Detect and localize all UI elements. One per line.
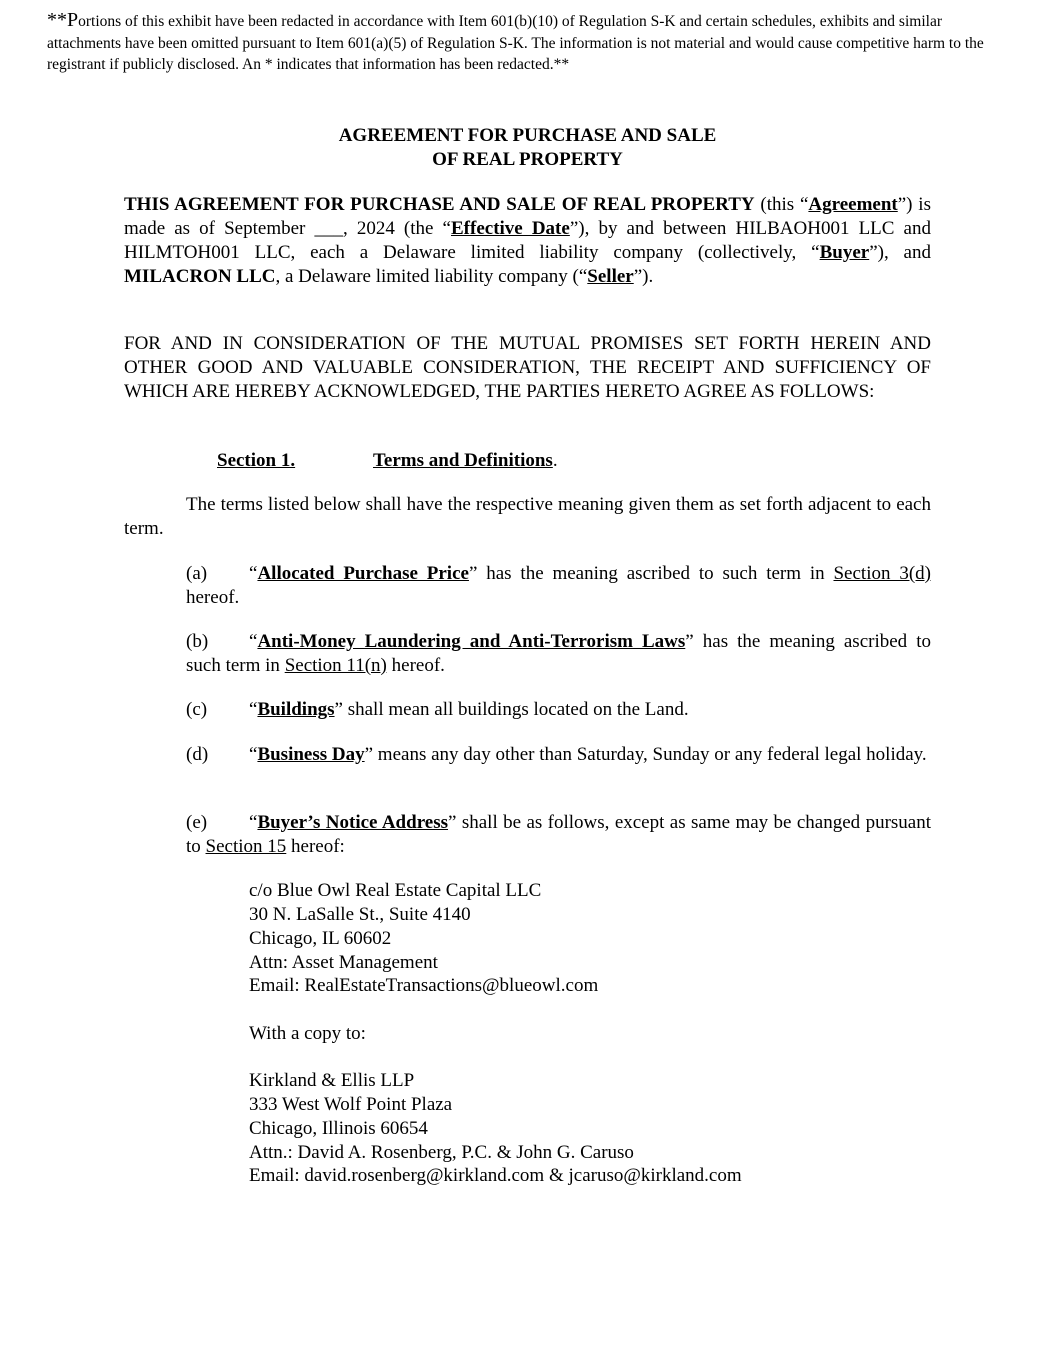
preamble-text: (this “ — [754, 194, 809, 215]
definition-text: ” shall be as follows, except as same may be changed pursuant to — [186, 812, 932, 857]
definition-text: hereof. — [386, 655, 445, 676]
buyer-address-line: Chicago, IL 60602 — [249, 928, 392, 949]
buyer-address-attn: Attn: Asset Management — [249, 952, 438, 973]
notice-text: ortions of this exhibit have been redacted in accordance with Item 601(b)(10) of Regulation S-K and certain schedules, exhibits and similar attachments have been omitted pursuant to Item 601(a)(5) of Regulation S-K. The information is not material and would cause competitive harm to the registrant if publicly disclosed. An * indicates that information has been redacted.** — [47, 13, 984, 73]
definition-text: ” has the meaning ascribed to such term in — [186, 631, 931, 676]
redaction-notice — [47, 10, 1007, 76]
definition-text: ” has the meaning ascribed to such term in — [468, 563, 834, 584]
definition-c — [186, 698, 931, 722]
definition-text: ” shall mean all buildings located on the Land. — [334, 699, 689, 720]
definition-e — [186, 811, 931, 859]
seller-name: MILACRON LLC — [124, 266, 276, 287]
section-number-text: Section 1. — [217, 450, 296, 471]
definition-text: hereof. — [186, 587, 240, 608]
preamble-paragraph — [124, 193, 931, 289]
consideration-paragraph: FOR AND IN CONSIDERATION OF THE MUTUAL PROMISES SET FORTH HEREIN AND OTHER GOOD AND VALUABLE CONSIDERATION, THE RECEIPT AND SUFFICIENCY OF WHICH ARE HEREBY ACKNOWLEDGED, THE PARTIES HERETO AGREE AS FOLLOWS: — [124, 333, 931, 402]
definition-label: (a) — [186, 563, 208, 584]
section-heading — [373, 449, 558, 473]
definition-quote: “ — [249, 699, 258, 720]
copy-address-line: Kirkland & Ellis LLP — [249, 1070, 415, 1091]
document-title-line-1: AGREEMENT FOR PURCHASE AND SALE — [338, 125, 717, 146]
preamble-text: ”), and — [869, 242, 931, 263]
buyer-address-email: Email: RealEstateTransactions@blueowl.com — [249, 975, 599, 996]
preamble-text: , a Delaware limited liability company (“ — [275, 266, 588, 287]
section-intro: The terms listed below shall have the respective meaning given them as set forth adjacent to each term. — [124, 494, 931, 539]
section-number — [217, 449, 295, 473]
definition-text: hereof: — [286, 836, 345, 857]
copy-address-line: 333 West Wolf Point Plaza — [249, 1094, 453, 1115]
definition-label: (e) — [186, 812, 208, 833]
definition-a — [186, 562, 931, 610]
definition-label: (d) — [186, 744, 209, 765]
defined-term-allocated-purchase-price: Allocated Purchase Price — [257, 563, 469, 584]
defined-term-effective-date: Effective Date — [451, 218, 570, 239]
definition-d — [186, 743, 931, 767]
preamble-lead: THIS AGREEMENT FOR PURCHASE AND SALE OF REAL PROPERTY — [124, 194, 755, 215]
defined-term-buyers-notice-address: Buyer’s Notice Address — [257, 812, 449, 833]
defined-term-buildings: Buildings — [257, 699, 335, 720]
definition-quote: “ — [249, 563, 258, 584]
notice-initial: P — [67, 9, 79, 31]
notice-stars: ** — [47, 9, 67, 31]
defined-term-business-day: Business Day — [257, 744, 365, 765]
preamble-text: ”) is made as of September ___, 2024 (the “ — [124, 194, 931, 239]
buyer-address-line: 30 N. LaSalle St., Suite 4140 — [249, 904, 471, 925]
cross-reference-section-15: Section 15 — [205, 836, 287, 857]
preamble-text: ”), by and between HILBAOH001 LLC and HILMTOH001 LLC, each a Delaware limited liability company (collectively, “ — [124, 218, 931, 263]
preamble-text: ”). — [633, 266, 654, 287]
defined-term-seller: Seller — [587, 266, 634, 287]
definition-quote: “ — [249, 812, 258, 833]
cross-reference-section-11n: Section 11(n) — [284, 655, 387, 676]
defined-term-aml-laws: Anti-Money Laundering and Anti-Terrorism Laws — [257, 631, 686, 652]
document-title-line-2: OF REAL PROPERTY — [432, 149, 623, 170]
section-heading-text: Terms and Definitions — [373, 450, 553, 471]
section-heading-period: . — [552, 450, 558, 471]
definition-quote: “ — [249, 744, 258, 765]
copy-address-attn: Attn.: David A. Rosenberg, P.C. & John G. Caruso — [249, 1142, 634, 1163]
cross-reference-section-3d: Section 3(d) — [833, 563, 931, 584]
definition-label: (c) — [186, 699, 208, 720]
definition-text: ” means any day other than Saturday, Sunday or any federal legal holiday. — [364, 744, 927, 765]
definition-label: (b) — [186, 631, 209, 652]
defined-term-buyer: Buyer — [819, 242, 870, 263]
copy-address-email: Email: david.rosenberg@kirkland.com & jcaruso@kirkland.com — [249, 1165, 742, 1186]
definition-quote: “ — [249, 631, 258, 652]
defined-term-agreement: Agreement — [808, 194, 898, 215]
definition-b — [186, 630, 931, 678]
copy-to-label: With a copy to: — [249, 1023, 366, 1044]
copy-address-line: Chicago, Illinois 60654 — [249, 1118, 428, 1139]
buyer-address-line: c/o Blue Owl Real Estate Capital LLC — [249, 880, 542, 901]
